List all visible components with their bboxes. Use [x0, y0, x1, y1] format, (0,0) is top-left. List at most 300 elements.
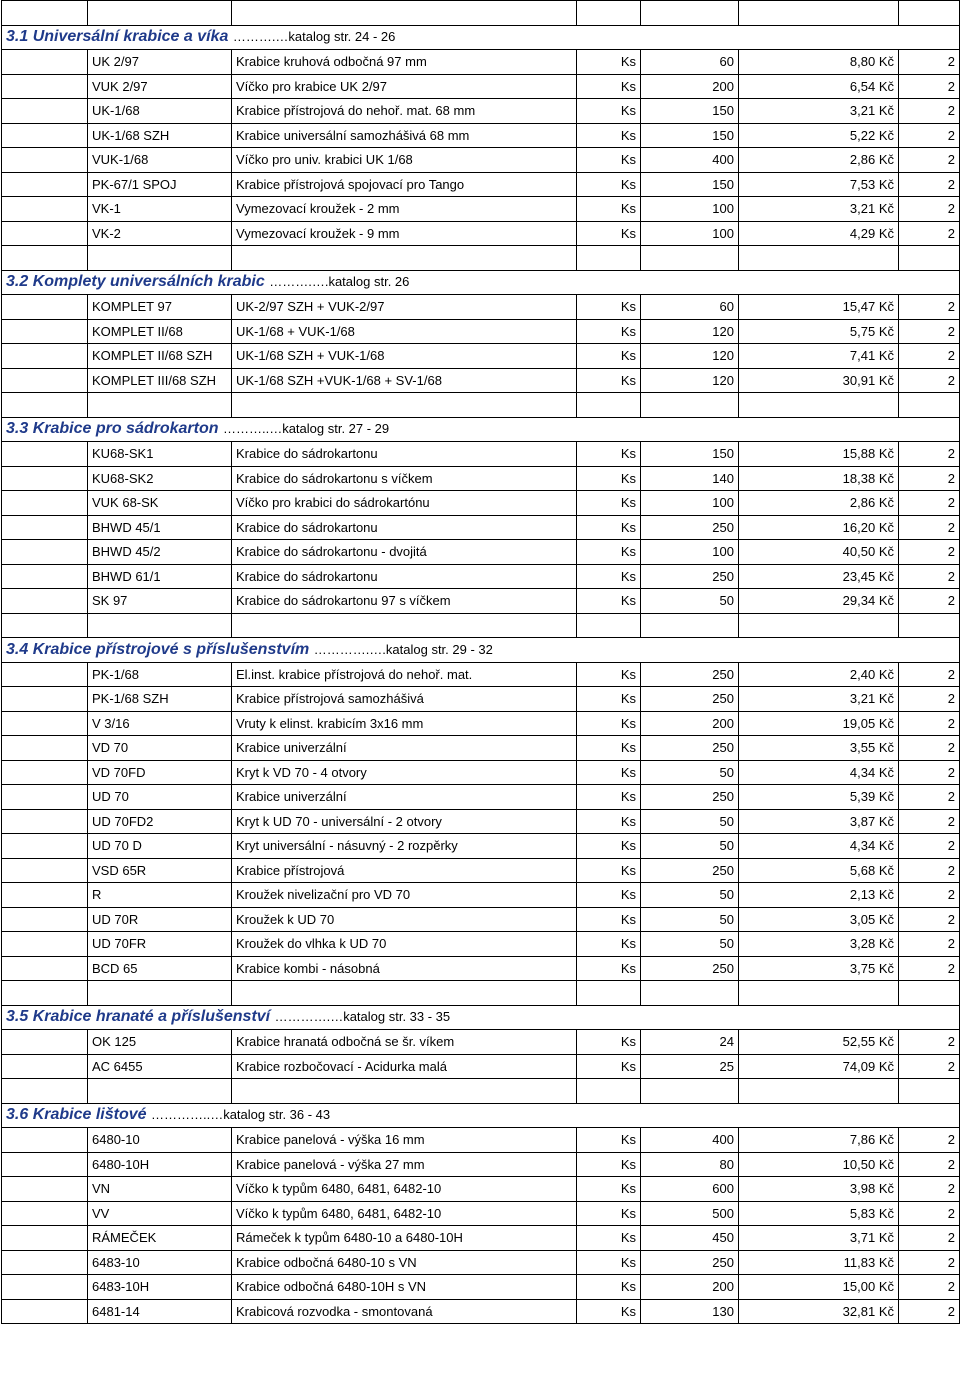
- unit-price: 11,83 Kč: [739, 1250, 899, 1275]
- product-code: VK-2: [88, 221, 232, 246]
- pack-quantity: 50: [641, 907, 739, 932]
- section-header: [2, 25, 960, 50]
- empty-cell: [88, 613, 232, 638]
- spacer-row: [2, 1079, 960, 1104]
- product-row: [2, 834, 960, 859]
- pack-quantity: 50: [641, 589, 739, 614]
- order-quantity: 2: [899, 540, 960, 565]
- unit-price: 16,20 Kč: [739, 515, 899, 540]
- unit-price: 5,22 Kč: [739, 123, 899, 148]
- empty-cell: [577, 981, 641, 1006]
- indent-cell: [2, 662, 88, 687]
- section-header-row: [2, 638, 960, 663]
- product-unit: Ks: [577, 711, 641, 736]
- product-code: R: [88, 883, 232, 908]
- pack-quantity: 120: [641, 344, 739, 369]
- empty-cell: [2, 1, 88, 26]
- order-quantity: 2: [899, 1201, 960, 1226]
- empty-cell: [2, 1079, 88, 1104]
- product-row: [2, 1226, 960, 1251]
- product-unit: Ks: [577, 540, 641, 565]
- unit-price: 3,71 Kč: [739, 1226, 899, 1251]
- indent-cell: [2, 197, 88, 222]
- product-unit: Ks: [577, 99, 641, 124]
- order-quantity: 2: [899, 172, 960, 197]
- product-description: Krabice kruhová odbočná 97 mm: [232, 50, 577, 75]
- indent-cell: [2, 589, 88, 614]
- product-description: UK-1/68 SZH +VUK-1/68 + SV-1/68: [232, 368, 577, 393]
- product-unit: Ks: [577, 736, 641, 761]
- product-row: [2, 491, 960, 516]
- order-quantity: 2: [899, 442, 960, 467]
- product-unit: Ks: [577, 1201, 641, 1226]
- section-catalog-ref: ………….….katalog str. 29 - 32: [313, 641, 493, 657]
- product-code: KOMPLET II/68: [88, 319, 232, 344]
- product-row: [2, 1054, 960, 1079]
- unit-price: 3,28 Kč: [739, 932, 899, 957]
- product-code: KOMPLET II/68 SZH: [88, 344, 232, 369]
- pack-quantity: 150: [641, 123, 739, 148]
- section-header: [2, 1005, 960, 1030]
- unit-price: 6,54 Kč: [739, 74, 899, 99]
- product-row: [2, 1299, 960, 1324]
- product-description: Kroužek do vlhka k UD 70: [232, 932, 577, 957]
- product-unit: Ks: [577, 662, 641, 687]
- product-code: KOMPLET 97: [88, 295, 232, 320]
- product-code: UD 70R: [88, 907, 232, 932]
- product-code: BHWD 45/1: [88, 515, 232, 540]
- product-row: [2, 99, 960, 124]
- unit-price: 29,34 Kč: [739, 589, 899, 614]
- indent-cell: [2, 834, 88, 859]
- pack-quantity: 50: [641, 883, 739, 908]
- product-row: [2, 736, 960, 761]
- product-description: Krabice hranatá odbočná se šr. víkem: [232, 1030, 577, 1055]
- product-description: Krabice do sádrokartonu: [232, 515, 577, 540]
- pack-quantity: 24: [641, 1030, 739, 1055]
- pack-quantity: 250: [641, 515, 739, 540]
- pack-quantity: 250: [641, 785, 739, 810]
- product-unit: Ks: [577, 883, 641, 908]
- product-row: [2, 760, 960, 785]
- indent-cell: [2, 907, 88, 932]
- top-spacer-row: [2, 1, 960, 26]
- indent-cell: [2, 932, 88, 957]
- empty-cell: [641, 393, 739, 418]
- product-code: UD 70FD2: [88, 809, 232, 834]
- product-code: KU68-SK1: [88, 442, 232, 467]
- product-code: VUK 2/97: [88, 74, 232, 99]
- order-quantity: 2: [899, 809, 960, 834]
- section-catalog-ref: ………….…katalog str. 33 - 35: [274, 1009, 451, 1025]
- order-quantity: 2: [899, 1030, 960, 1055]
- product-description: Kryt k VD 70 - 4 otvory: [232, 760, 577, 785]
- product-row: [2, 1201, 960, 1226]
- product-row: [2, 319, 960, 344]
- empty-cell: [577, 393, 641, 418]
- product-description: UK-2/97 SZH + VUK-2/97: [232, 295, 577, 320]
- pack-quantity: 60: [641, 50, 739, 75]
- section-title: 3.3 Krabice pro sádrokarton: [6, 420, 219, 438]
- empty-cell: [88, 393, 232, 418]
- product-description: Vymezovací kroužek - 2 mm: [232, 197, 577, 222]
- product-row: [2, 932, 960, 957]
- product-code: VUK-1/68: [88, 148, 232, 173]
- indent-cell: [2, 466, 88, 491]
- product-description: Kryt k UD 70 - universální - 2 otvory: [232, 809, 577, 834]
- price-table: [1, 0, 960, 1324]
- indent-cell: [2, 123, 88, 148]
- product-code: VSD 65R: [88, 858, 232, 883]
- product-description: Kryt universální - násuvný - 2 rozpěrky: [232, 834, 577, 859]
- order-quantity: 2: [899, 1275, 960, 1300]
- unit-price: 19,05 Kč: [739, 711, 899, 736]
- unit-price: 18,38 Kč: [739, 466, 899, 491]
- empty-cell: [88, 246, 232, 271]
- order-quantity: 2: [899, 785, 960, 810]
- indent-cell: [2, 295, 88, 320]
- indent-cell: [2, 1030, 88, 1055]
- empty-cell: [641, 1, 739, 26]
- unit-price: 2,13 Kč: [739, 883, 899, 908]
- product-row: [2, 564, 960, 589]
- unit-price: 40,50 Kč: [739, 540, 899, 565]
- product-unit: Ks: [577, 907, 641, 932]
- order-quantity: 2: [899, 1152, 960, 1177]
- order-quantity: 2: [899, 564, 960, 589]
- unit-price: 3,21 Kč: [739, 197, 899, 222]
- unit-price: 3,98 Kč: [739, 1177, 899, 1202]
- product-unit: Ks: [577, 319, 641, 344]
- unit-price: 23,45 Kč: [739, 564, 899, 589]
- empty-cell: [899, 393, 960, 418]
- pack-quantity: 100: [641, 221, 739, 246]
- pack-quantity: 250: [641, 662, 739, 687]
- order-quantity: 2: [899, 1128, 960, 1153]
- unit-price: 3,21 Kč: [739, 99, 899, 124]
- product-unit: Ks: [577, 809, 641, 834]
- indent-cell: [2, 319, 88, 344]
- order-quantity: 2: [899, 466, 960, 491]
- empty-cell: [739, 613, 899, 638]
- product-row: [2, 858, 960, 883]
- unit-price: 32,81 Kč: [739, 1299, 899, 1324]
- unit-price: 5,39 Kč: [739, 785, 899, 810]
- product-description: Krabice do sádrokartonu: [232, 442, 577, 467]
- unit-price: 3,75 Kč: [739, 956, 899, 981]
- product-description: Víčko k typům 6480, 6481, 6482-10: [232, 1201, 577, 1226]
- product-unit: Ks: [577, 1250, 641, 1275]
- pack-quantity: 25: [641, 1054, 739, 1079]
- product-description: Krabice univerzální: [232, 785, 577, 810]
- product-code: 6480-10H: [88, 1152, 232, 1177]
- product-unit: Ks: [577, 564, 641, 589]
- section-header: [2, 417, 960, 442]
- unit-price: 4,34 Kč: [739, 834, 899, 859]
- order-quantity: 2: [899, 221, 960, 246]
- order-quantity: 2: [899, 1299, 960, 1324]
- order-quantity: 2: [899, 295, 960, 320]
- spacer-row: [2, 246, 960, 271]
- product-row: [2, 172, 960, 197]
- empty-cell: [88, 1079, 232, 1104]
- order-quantity: 2: [899, 907, 960, 932]
- product-row: [2, 1275, 960, 1300]
- product-code: PK-67/1 SPOJ: [88, 172, 232, 197]
- product-unit: Ks: [577, 368, 641, 393]
- empty-cell: [88, 1, 232, 26]
- indent-cell: [2, 344, 88, 369]
- order-quantity: 2: [899, 368, 960, 393]
- product-unit: Ks: [577, 50, 641, 75]
- product-code: UK 2/97: [88, 50, 232, 75]
- product-unit: Ks: [577, 1152, 641, 1177]
- pack-quantity: 100: [641, 197, 739, 222]
- section-header: [2, 1103, 960, 1128]
- product-description: Víčko pro krabice UK 2/97: [232, 74, 577, 99]
- indent-cell: [2, 760, 88, 785]
- section-header-row: [2, 1103, 960, 1128]
- product-description: Krabice odbočná 6480-10H s VN: [232, 1275, 577, 1300]
- unit-price: 3,21 Kč: [739, 687, 899, 712]
- pack-quantity: 250: [641, 687, 739, 712]
- product-code: 6481-14: [88, 1299, 232, 1324]
- product-description: UK-1/68 + VUK-1/68: [232, 319, 577, 344]
- product-code: V 3/16: [88, 711, 232, 736]
- unit-price: 3,05 Kč: [739, 907, 899, 932]
- pack-quantity: 50: [641, 932, 739, 957]
- product-row: [2, 589, 960, 614]
- product-description: Víčko pro krabici do sádrokartónu: [232, 491, 577, 516]
- product-code: 6480-10: [88, 1128, 232, 1153]
- product-description: Vymezovací kroužek - 9 mm: [232, 221, 577, 246]
- product-code: 6483-10H: [88, 1275, 232, 1300]
- unit-price: 4,29 Kč: [739, 221, 899, 246]
- empty-cell: [641, 981, 739, 1006]
- product-unit: Ks: [577, 148, 641, 173]
- empty-cell: [899, 1, 960, 26]
- empty-cell: [577, 246, 641, 271]
- product-row: [2, 1250, 960, 1275]
- product-code: KU68-SK2: [88, 466, 232, 491]
- product-row: [2, 809, 960, 834]
- product-description: Krabice přístrojová samozhášivá: [232, 687, 577, 712]
- indent-cell: [2, 1177, 88, 1202]
- product-row: [2, 883, 960, 908]
- section-header: [2, 638, 960, 663]
- section-catalog-ref: ……….….katalog str. 26: [269, 274, 410, 290]
- unit-price: 74,09 Kč: [739, 1054, 899, 1079]
- unit-price: 52,55 Kč: [739, 1030, 899, 1055]
- pack-quantity: 150: [641, 172, 739, 197]
- indent-cell: [2, 515, 88, 540]
- product-unit: Ks: [577, 1054, 641, 1079]
- product-description: Krabicová rozvodka - smontovaná: [232, 1299, 577, 1324]
- product-description: Víčko k typům 6480, 6481, 6482-10: [232, 1177, 577, 1202]
- product-unit: Ks: [577, 1275, 641, 1300]
- unit-price: 15,47 Kč: [739, 295, 899, 320]
- product-code: VUK 68-SK: [88, 491, 232, 516]
- indent-cell: [2, 99, 88, 124]
- unit-price: 5,83 Kč: [739, 1201, 899, 1226]
- product-code: VV: [88, 1201, 232, 1226]
- pack-quantity: 50: [641, 809, 739, 834]
- product-row: [2, 785, 960, 810]
- order-quantity: 2: [899, 344, 960, 369]
- section-title: 3.5 Krabice hranaté a příslušenství: [6, 1008, 271, 1026]
- indent-cell: [2, 1054, 88, 1079]
- product-code: UK-1/68: [88, 99, 232, 124]
- product-unit: Ks: [577, 932, 641, 957]
- product-unit: Ks: [577, 1128, 641, 1153]
- pack-quantity: 250: [641, 1250, 739, 1275]
- unit-price: 7,53 Kč: [739, 172, 899, 197]
- product-unit: Ks: [577, 344, 641, 369]
- indent-cell: [2, 687, 88, 712]
- pack-quantity: 100: [641, 540, 739, 565]
- product-unit: Ks: [577, 1226, 641, 1251]
- empty-cell: [641, 246, 739, 271]
- product-row: [2, 466, 960, 491]
- product-row: [2, 540, 960, 565]
- product-row: [2, 74, 960, 99]
- unit-price: 15,00 Kč: [739, 1275, 899, 1300]
- product-row: [2, 1128, 960, 1153]
- order-quantity: 2: [899, 1226, 960, 1251]
- product-row: [2, 687, 960, 712]
- section-header-row: [2, 270, 960, 295]
- product-description: Krabice kombi - násobná: [232, 956, 577, 981]
- pack-quantity: 60: [641, 295, 739, 320]
- order-quantity: 2: [899, 956, 960, 981]
- order-quantity: 2: [899, 99, 960, 124]
- indent-cell: [2, 491, 88, 516]
- indent-cell: [2, 956, 88, 981]
- product-description: Rámeček k typům 6480-10 a 6480-10H: [232, 1226, 577, 1251]
- unit-price: 7,41 Kč: [739, 344, 899, 369]
- section-catalog-ref: …………..…katalog str. 36 - 43: [150, 1107, 331, 1123]
- product-description: El.inst. krabice přístrojová do nehoř. mat.: [232, 662, 577, 687]
- order-quantity: 2: [899, 687, 960, 712]
- order-quantity: 2: [899, 589, 960, 614]
- product-description: Krabice odbočná 6480-10 s VN: [232, 1250, 577, 1275]
- product-code: VD 70: [88, 736, 232, 761]
- product-unit: Ks: [577, 515, 641, 540]
- product-description: Krabice univerzální: [232, 736, 577, 761]
- empty-cell: [232, 981, 577, 1006]
- product-description: Krabice do sádrokartonu s víčkem: [232, 466, 577, 491]
- indent-cell: [2, 1201, 88, 1226]
- unit-price: 2,86 Kč: [739, 491, 899, 516]
- product-description: Kroužek k UD 70: [232, 907, 577, 932]
- pack-quantity: 250: [641, 736, 739, 761]
- product-unit: Ks: [577, 197, 641, 222]
- order-quantity: 2: [899, 491, 960, 516]
- unit-price: 8,80 Kč: [739, 50, 899, 75]
- order-quantity: 2: [899, 123, 960, 148]
- pack-quantity: 200: [641, 711, 739, 736]
- product-code: KOMPLET III/68 SZH: [88, 368, 232, 393]
- pack-quantity: 500: [641, 1201, 739, 1226]
- product-code: PK-1/68 SZH: [88, 687, 232, 712]
- empty-cell: [2, 393, 88, 418]
- product-description: Krabice panelová - výška 16 mm: [232, 1128, 577, 1153]
- indent-cell: [2, 1226, 88, 1251]
- section-header-row: [2, 25, 960, 50]
- product-row: [2, 50, 960, 75]
- empty-cell: [739, 393, 899, 418]
- product-row: [2, 442, 960, 467]
- product-description: Krabice do sádrokartonu 97 s víčkem: [232, 589, 577, 614]
- pack-quantity: 100: [641, 491, 739, 516]
- order-quantity: 2: [899, 1054, 960, 1079]
- empty-cell: [899, 613, 960, 638]
- pack-quantity: 200: [641, 74, 739, 99]
- unit-price: 30,91 Kč: [739, 368, 899, 393]
- empty-cell: [641, 1079, 739, 1104]
- unit-price: 2,86 Kč: [739, 148, 899, 173]
- pack-quantity: 50: [641, 834, 739, 859]
- product-unit: Ks: [577, 589, 641, 614]
- unit-price: 10,50 Kč: [739, 1152, 899, 1177]
- product-row: [2, 295, 960, 320]
- empty-cell: [232, 246, 577, 271]
- order-quantity: 2: [899, 197, 960, 222]
- pack-quantity: 140: [641, 466, 739, 491]
- product-description: Kroužek nivelizační pro VD 70: [232, 883, 577, 908]
- indent-cell: [2, 442, 88, 467]
- product-code: SK 97: [88, 589, 232, 614]
- section-title: 3.1 Universální krabice a víka: [6, 28, 229, 46]
- product-description: UK-1/68 SZH + VUK-1/68: [232, 344, 577, 369]
- indent-cell: [2, 785, 88, 810]
- product-unit: Ks: [577, 687, 641, 712]
- product-row: [2, 221, 960, 246]
- empty-cell: [232, 1079, 577, 1104]
- pack-quantity: 200: [641, 1275, 739, 1300]
- product-unit: Ks: [577, 442, 641, 467]
- empty-cell: [232, 613, 577, 638]
- product-description: Krabice universální samozhášivá 68 mm: [232, 123, 577, 148]
- product-description: Vruty k elinst. krabicím 3x16 mm: [232, 711, 577, 736]
- pack-quantity: 120: [641, 368, 739, 393]
- product-row: [2, 1152, 960, 1177]
- order-quantity: 2: [899, 736, 960, 761]
- product-code: BHWD 61/1: [88, 564, 232, 589]
- product-description: Krabice panelová - výška 27 mm: [232, 1152, 577, 1177]
- product-unit: Ks: [577, 466, 641, 491]
- product-unit: Ks: [577, 491, 641, 516]
- indent-cell: [2, 1299, 88, 1324]
- empty-cell: [739, 981, 899, 1006]
- product-row: [2, 956, 960, 981]
- order-quantity: 2: [899, 932, 960, 957]
- pack-quantity: 250: [641, 564, 739, 589]
- empty-cell: [899, 246, 960, 271]
- pack-quantity: 150: [641, 99, 739, 124]
- order-quantity: 2: [899, 711, 960, 736]
- empty-cell: [2, 981, 88, 1006]
- product-row: [2, 197, 960, 222]
- indent-cell: [2, 50, 88, 75]
- product-unit: Ks: [577, 834, 641, 859]
- section-catalog-ref: ………..…katalog str. 27 - 29: [222, 421, 390, 437]
- product-unit: Ks: [577, 858, 641, 883]
- order-quantity: 2: [899, 148, 960, 173]
- product-description: Krabice rozbočovací - Acidurka malá: [232, 1054, 577, 1079]
- unit-price: 7,86 Kč: [739, 1128, 899, 1153]
- order-quantity: 2: [899, 834, 960, 859]
